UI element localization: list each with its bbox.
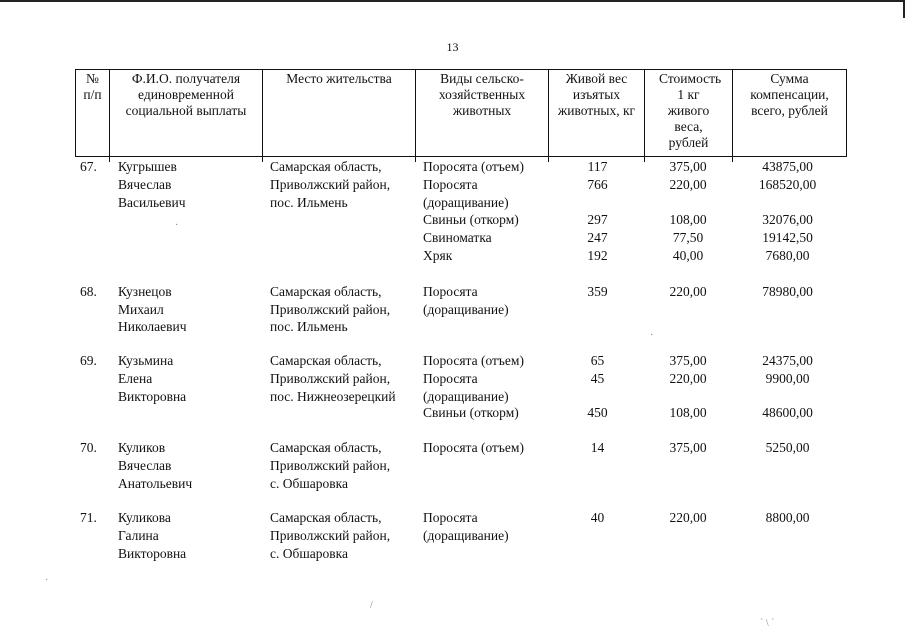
page-number: 13: [446, 40, 459, 54]
price-per-kg: 375,00: [669, 440, 707, 455]
compensation-sum: 43875,00: [762, 159, 813, 174]
animal-type: Поросята: [423, 177, 478, 192]
compensation-sum: 8800,00: [765, 510, 810, 525]
compensation-sum: 5250,00: [765, 440, 810, 455]
scan-speck: ·: [175, 220, 179, 231]
animal-type: (доращивание): [423, 302, 509, 317]
animal-type: Свиньи (откорм): [423, 212, 519, 227]
price-per-kg: 108,00: [669, 405, 707, 420]
residence-line: с. Обшаровка: [270, 476, 348, 491]
recipient-name-line: Куликов: [118, 440, 166, 455]
column-divider: [109, 156, 110, 162]
live-weight: 117: [587, 159, 608, 174]
scan-speck: ·: [650, 330, 654, 341]
price-per-kg: 375,00: [669, 353, 707, 368]
compensation-sum: 48600,00: [762, 405, 813, 420]
residence-line: пос. Ильмень: [270, 319, 348, 334]
header-name: Ф.И.О. получателя единовременной социальной выплаты: [109, 69, 263, 157]
recipient-name-line: Кузнецов: [118, 284, 172, 299]
animal-type: Поросята (отъем): [423, 440, 524, 455]
scan-speck: ·: [45, 575, 49, 586]
compensation-sum: 32076,00: [762, 212, 813, 227]
recipient-name-line: Васильевич: [118, 195, 186, 210]
compensation-sum: 24375,00: [762, 353, 813, 368]
residence-line: пос. Нижнеозерецкий: [270, 389, 396, 404]
column-divider: [262, 156, 263, 162]
animal-type: (доращивание): [423, 389, 509, 404]
residence-line: Самарская область,: [270, 159, 382, 174]
live-weight: 65: [590, 353, 605, 368]
price-per-kg: 220,00: [669, 284, 707, 299]
animal-type: Свиноматка: [423, 230, 492, 245]
animal-type: Поросята (отъем): [423, 159, 524, 174]
live-weight: 247: [587, 230, 608, 245]
scan-speck: /: [370, 600, 373, 611]
column-divider: [415, 156, 416, 162]
price-per-kg: 108,00: [669, 212, 707, 227]
compensation-sum: 9900,00: [765, 371, 810, 386]
animal-type: Хряк: [423, 248, 453, 263]
scan-top-border: [0, 0, 905, 2]
animal-type: (доращивание): [423, 528, 509, 543]
recipient-name-line: Галина: [118, 528, 159, 543]
animal-type: Свиньи (откорм): [423, 405, 519, 420]
live-weight: 40: [590, 510, 605, 525]
residence-line: Самарская область,: [270, 284, 382, 299]
column-divider: [548, 156, 549, 162]
header-place: Место жительства: [262, 69, 416, 157]
residence-line: Приволжский район,: [270, 528, 391, 543]
price-per-kg: 375,00: [669, 159, 707, 174]
residence-line: Приволжский район,: [270, 302, 391, 317]
price-per-kg: 220,00: [669, 371, 707, 386]
recipient-name-line: Николаевич: [118, 319, 187, 334]
residence-line: Самарская область,: [270, 510, 382, 525]
residence-line: Самарская область,: [270, 440, 382, 455]
live-weight: 45: [590, 371, 605, 386]
recipient-name-line: Вячеслав: [118, 458, 172, 473]
live-weight: 359: [587, 284, 608, 299]
header-price: Стоимость 1 кг живого веса, рублей: [644, 69, 733, 157]
header-animals: Виды сельско-хозяйственных животных: [415, 69, 549, 157]
recipient-name-line: Михаил: [118, 302, 164, 317]
row-number: 69.: [80, 353, 97, 368]
compensation-sum: 78980,00: [762, 284, 813, 299]
row-number: 67.: [80, 159, 97, 174]
header-num: № п/п: [75, 69, 110, 157]
price-per-kg: 220,00: [669, 177, 707, 192]
recipient-name-line: Куликова: [118, 510, 171, 525]
recipient-name-line: Елена: [118, 371, 153, 386]
price-per-kg: 40,00: [672, 248, 704, 263]
residence-line: Самарская область,: [270, 353, 382, 368]
header-weight: Живой вес изъятых животных, кг: [548, 69, 645, 157]
recipient-name-line: Кугрышев: [118, 159, 177, 174]
recipient-name-line: Викторовна: [118, 389, 187, 404]
animal-type: Поросята: [423, 510, 478, 525]
animal-type: (доращивание): [423, 195, 509, 210]
live-weight: 14: [590, 440, 605, 455]
recipient-name-line: Анатольевич: [118, 476, 193, 491]
live-weight: 766: [587, 177, 608, 192]
scan-speck: ` \ `: [760, 618, 775, 629]
residence-line: Приволжский район,: [270, 458, 391, 473]
live-weight: 450: [587, 405, 608, 420]
animal-type: Поросята: [423, 371, 478, 386]
residence-line: с. Обшаровка: [270, 546, 348, 561]
row-number: 71.: [80, 510, 97, 525]
residence-line: пос. Ильмень: [270, 195, 348, 210]
row-number: 70.: [80, 440, 97, 455]
price-per-kg: 77,50: [672, 230, 704, 245]
column-divider: [732, 156, 733, 162]
compensation-sum: 7680,00: [765, 248, 810, 263]
row-number: 68.: [80, 284, 97, 299]
live-weight: 297: [587, 212, 608, 227]
recipient-name-line: Кузьмина: [118, 353, 174, 368]
live-weight: 192: [587, 248, 608, 263]
residence-line: Приволжский район,: [270, 371, 391, 386]
recipient-name-line: Вячеслав: [118, 177, 172, 192]
animal-type: Поросята (отъем): [423, 353, 524, 368]
header-sum: Сумма компенсации, всего, рублей: [732, 69, 847, 157]
column-divider: [644, 156, 645, 162]
compensation-sum: 19142,50: [762, 230, 813, 245]
animal-type: Поросята: [423, 284, 478, 299]
residence-line: Приволжский район,: [270, 177, 391, 192]
recipient-name-line: Викторовна: [118, 546, 187, 561]
compensation-sum: 168520,00: [758, 177, 817, 192]
price-per-kg: 220,00: [669, 510, 707, 525]
